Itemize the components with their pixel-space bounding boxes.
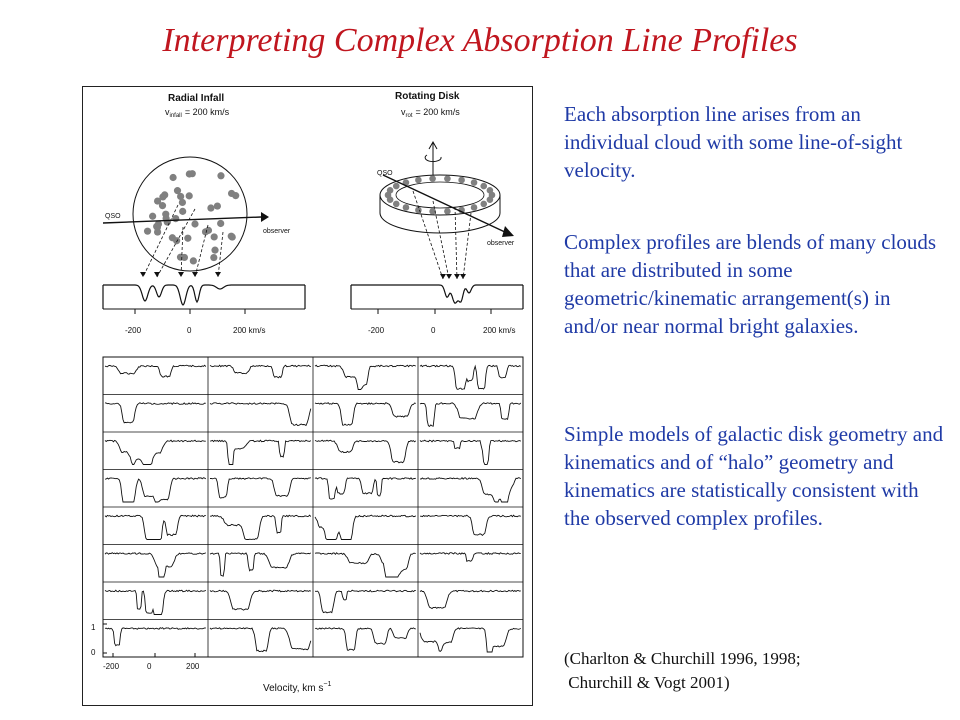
radial-cloud (210, 254, 217, 261)
grid-xtick-200: 200 (186, 662, 200, 671)
radial-projection-line (218, 232, 223, 277)
grid-spectrum (105, 365, 206, 377)
radial-cloud (229, 233, 236, 240)
disk-cloud (480, 201, 487, 208)
grid-spectrum (420, 365, 521, 389)
radial-cloud (207, 204, 214, 211)
radial-clouds (144, 170, 239, 264)
disk-tick-200: 200 km/s (483, 326, 516, 335)
disk-velocity-label: $v_{rot} = 200$ km/s (401, 107, 460, 119)
grid-spectrum (210, 553, 311, 576)
grid-spectrum (420, 515, 521, 535)
radial-projection-arrowhead (178, 272, 184, 277)
citation-line-2: Churchill & Vogt 2001) (564, 673, 730, 692)
grid-spectrum (315, 515, 416, 539)
grid-xlabel: Velocity, km $s^{-1}$ (263, 681, 332, 694)
grid-spectrum (315, 403, 416, 426)
disk-top-ellipse (380, 175, 500, 215)
grid-spectrum (315, 553, 416, 577)
radial-cloud (169, 174, 176, 181)
grid-spectrum (315, 590, 416, 613)
radial-tick-200: 200 km/s (233, 326, 266, 335)
grid-spectrum (210, 365, 311, 378)
radial-cloud (161, 191, 168, 198)
radial-cloud (190, 257, 197, 264)
grid-ytick-0: 0 (91, 648, 96, 657)
grid-spectrum (105, 553, 206, 577)
radial-cloud (159, 202, 166, 209)
radial-cloud (144, 228, 151, 235)
radial-cloud (184, 235, 191, 242)
radial-cloud (228, 190, 235, 197)
disk-cloud (471, 179, 478, 186)
radial-cloud (217, 220, 224, 227)
disk-cloud (458, 177, 465, 184)
grid-spectrum (105, 515, 206, 539)
grid-ytick-1: 1 (91, 623, 96, 632)
grid-spectrum (420, 478, 521, 502)
paragraph-absorption-clouds: Each absorption line arises from an individual cloud with some line-of-sight velocity. (564, 102, 903, 182)
disk-tick-marks (378, 309, 491, 314)
disk-cloud (429, 175, 436, 182)
grid-spectrum (105, 440, 206, 464)
radial-projection-line (181, 227, 183, 277)
radial-cloud (191, 220, 198, 227)
disk-cloud (393, 183, 400, 190)
citation (564, 647, 944, 695)
radial-cloud (149, 213, 156, 220)
disk-cloud (444, 175, 451, 182)
disk-tick-0: 0 (431, 326, 436, 335)
grid-spectrum (105, 590, 206, 614)
grid-xtick-neg200: -200 (103, 662, 120, 671)
disk-projection-arrowhead (460, 274, 466, 279)
disk-qso-label: QSO (377, 170, 393, 177)
radial-projection-arrowhead (154, 272, 160, 277)
radial-cloud (211, 247, 218, 254)
disk-cloud (415, 177, 422, 184)
grid-spectrum (420, 403, 521, 427)
citation-line-1: (Charlton & Churchill 1996, 1998; (564, 649, 801, 668)
disk-projection-arrowhead (446, 274, 452, 279)
grid-spectrum (420, 628, 521, 652)
grid-spectrum (210, 628, 311, 652)
grid-spectrum (315, 478, 416, 499)
disk-cloud (487, 196, 494, 203)
radial-sightline-arrow (261, 212, 269, 222)
radial-cloud (211, 233, 218, 240)
radial-projection-arrowhead (140, 272, 146, 277)
disk-tick-neg200: -200 (368, 326, 385, 335)
disk-sightline-arrow (502, 226, 514, 237)
radial-cloud (217, 172, 224, 179)
grid-spectrum (315, 440, 416, 463)
radial-cloud (186, 170, 193, 177)
grid-spectrum (210, 478, 311, 498)
grid-spectrum (105, 403, 206, 423)
grid-spectrum (210, 515, 311, 539)
radial-sightline (103, 217, 261, 223)
disk-cloud (444, 208, 451, 215)
grid-spectrum (210, 403, 311, 426)
radial-cloud (214, 202, 221, 209)
rotation-axis-arrow (429, 142, 437, 179)
radial-velocity-label: $v_{infall} = 200$ km/s (165, 107, 230, 119)
grid-xtick-0: 0 (147, 662, 152, 671)
grid-spectrum (210, 440, 311, 464)
grid-spectrum (420, 590, 521, 608)
radial-cloud (174, 187, 181, 194)
grid-spectrum (420, 553, 521, 562)
paragraph-complex-profiles: Complex profiles are blends of many clouds that are distributed in some geometric/kinematic arrangement(s) in and/or near normal bright galaxies. (564, 230, 937, 338)
grid-spectrum (420, 440, 521, 464)
paragraph-simple-models: Simple models of galactic disk geometry and kinematics and of “halo” geometry and kinematics are statistically consistent with the observed complex profiles. (564, 422, 944, 530)
radial-cloud (173, 237, 180, 244)
grid-spectrum (105, 628, 206, 646)
grid-spectrum (315, 628, 416, 651)
grid-spectrum (105, 478, 206, 502)
grid-spectrum (315, 365, 416, 389)
radial-infall-title: Radial Infall (168, 93, 225, 104)
disk-cloud (403, 204, 410, 211)
rotating-disk-title: Rotating Disk (395, 91, 460, 102)
figure-canvas (83, 87, 534, 707)
radial-tick-neg200: -200 (125, 326, 142, 335)
disk-cloud (487, 187, 494, 194)
radial-infall-panel (103, 93, 305, 335)
radial-cloud (186, 192, 193, 199)
radial-cloud (172, 215, 179, 222)
rotating-disk-panel (351, 91, 523, 335)
radial-spectrum (103, 285, 305, 309)
disk-cloud (480, 183, 487, 190)
radial-projection-arrowhead (215, 272, 221, 277)
slide-title: Interpreting Complex Absorption Line Profiles (162, 22, 798, 59)
radial-cloud (179, 208, 186, 215)
radial-observer-label: observer (263, 228, 291, 235)
radial-cloud (202, 228, 209, 235)
radial-qso-label: QSO (105, 213, 121, 220)
radial-projection-arrowhead (192, 272, 198, 277)
disk-cloud (471, 204, 478, 211)
disk-spectrum (351, 285, 523, 309)
radial-tick-0: 0 (187, 326, 192, 335)
radial-tick-marks (135, 309, 245, 314)
disk-observer-label: observer (487, 240, 515, 247)
disk-projection-arrowhead (440, 274, 446, 279)
absorption-figure (82, 86, 533, 706)
profile-grid (91, 357, 523, 694)
grid-divider-lines (103, 357, 523, 657)
disk-cloud (387, 187, 394, 194)
grid-spectrum (210, 590, 311, 610)
disk-projection-arrowhead (454, 274, 460, 279)
disk-cloud (393, 201, 400, 208)
